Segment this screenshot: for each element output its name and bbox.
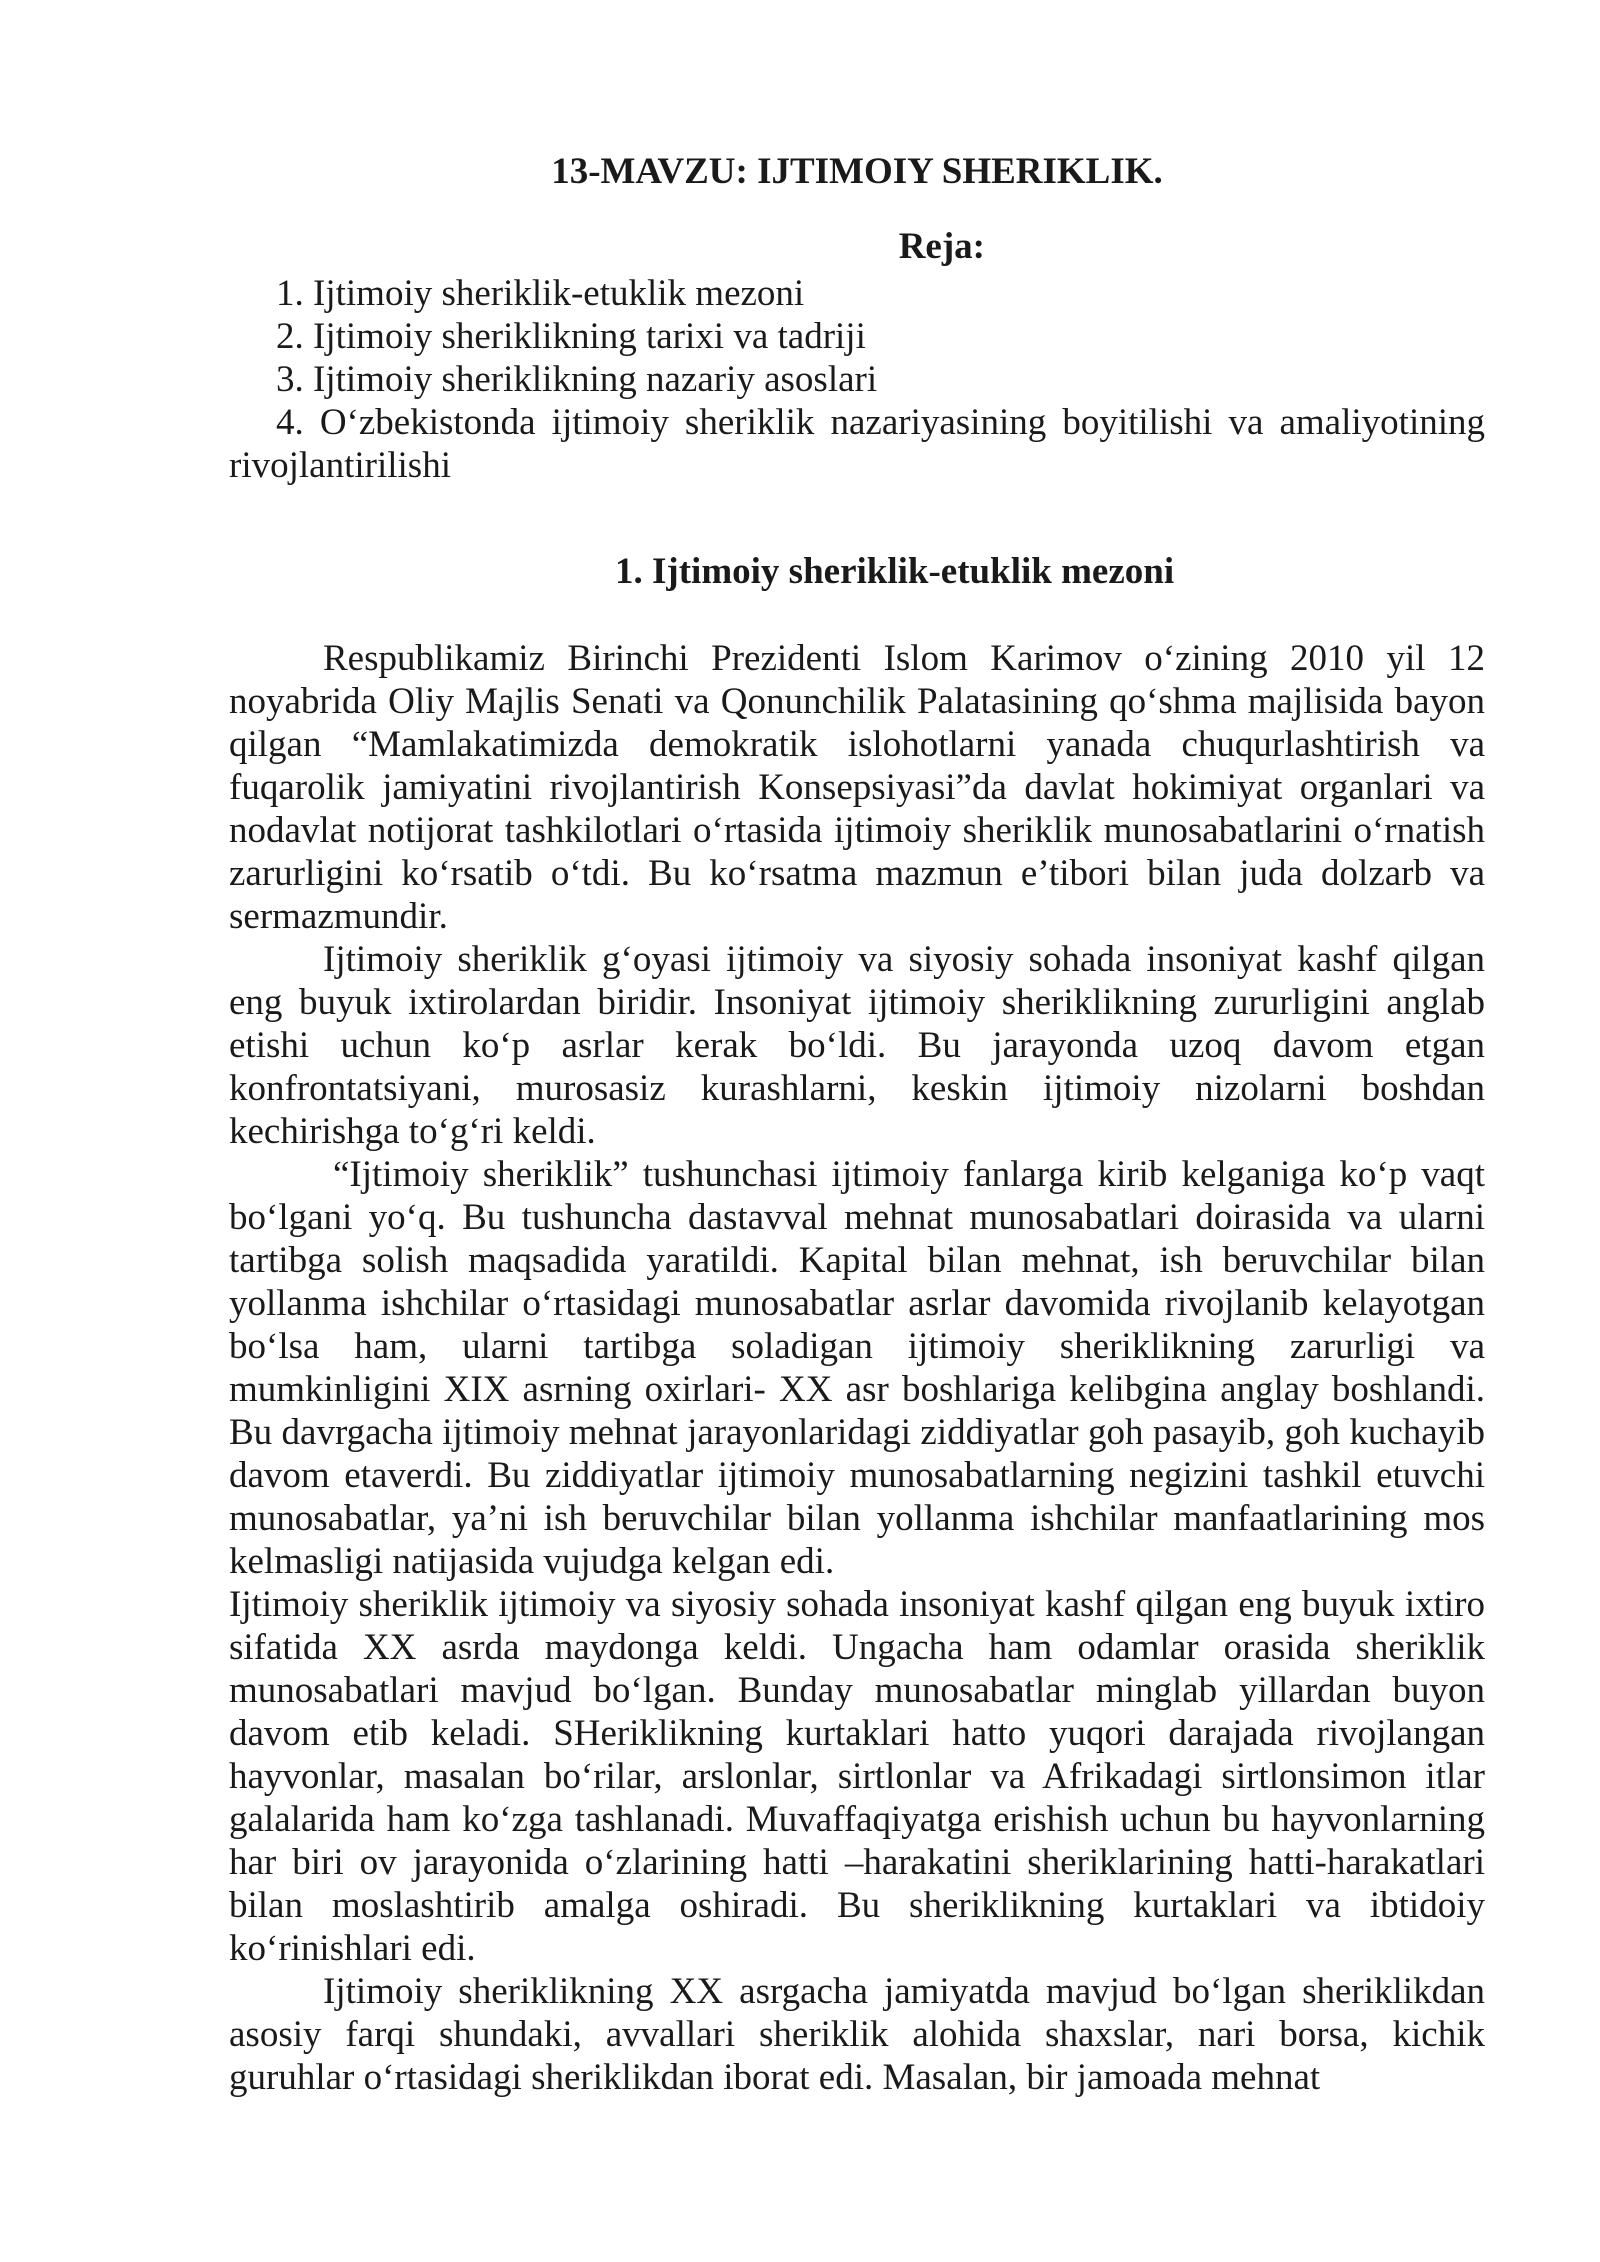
paragraph: Respublikamiz Birinchi Prezidenti Islom Karimov o‘zining 2010 yil 12 noyabrida Oliy Majlis Senati va Qonunchilik Palatasining qo‘shma majlisida bayon qilgan “Mamlakatimizda demokratik islohotlarni yanada chuqurlashtirish va fuqarolik jamiyatini rivojlantirish Konsepsiyasi”da davlat hokimiyat organlari va nodavlat notijorat tashkilotlari o‘rtasida ijtimoiy sheriklik munosabatlarini o‘rnatish zarurligini ko‘rsatib o‘tdi. Bu ko‘rsatma mazmun e’tibori bilan juda dolzarb va sermazmundir. bbox=[229, 638, 1485, 937]
paragraph: “Ijtimoiy sheriklik” tushunchasi ijtimoiy fanlarga kirib kelganiga ko‘p vaqt bo‘lgani yo‘q. Bu tushuncha dastavval mehnat munosabatlari doirasida va ularni tartibga solish maqsadida yaratildi. Kapital bilan mehnat, ish beruvchilar bilan yollanma ishchilar o‘rtasidagi munosabatlar asrlar davomida rivojlanib kelayotgan bo‘lsa ham, ularni tartibga soladigan ijtimoiy sheriklikning zarurligi va mumkinligini XIX asrning oxirlari- XX asr boshlariga kelibgina anglay boshlandi. Bu davrgacha ijtimoiy mehnat jarayonlaridagi ziddiyatlar goh pasayib, goh kuchayib davom etaverdi. Bu ziddiyatlar ijtimoiy munosabatlarning negizini tashkil etuvchi munosabatlar, ya’ni ish beruvchilar bilan yollanma ishchilar manfaatlarining mos kelmasligi natijasida vujudga kelgan edi. bbox=[229, 1154, 1485, 1582]
plan-item: 3. Ijtimoiy sheriklikning nazariy asoslari bbox=[276, 359, 878, 400]
plan-item: 1. Ijtimoiy sheriklik-etuklik mezoni bbox=[276, 273, 805, 314]
document-title: 13-MAVZU: IJTIMOIY SHERIKLIK. bbox=[551, 151, 1163, 192]
plan-label: Reja: bbox=[898, 226, 985, 267]
paragraph: Ijtimoiy sheriklik g‘oyasi ijtimoiy va siyosiy sohada insoniyat kashf qilgan eng buyuk ixtirolardan biridir. Insoniyat ijtimoiy sheriklikning zururligini anglab etishi uchun ko‘p asrlar kerak bo‘ldi. Bu jarayonda uzoq davom etgan konfrontatsiyani, murosasiz kurashlarni, keskin ijtimoiy nizolarni boshdan kechirishga to‘g‘ri keldi. bbox=[229, 939, 1485, 1152]
section-heading: 1. Ijtimoiy sheriklik-etuklik mezoni bbox=[615, 551, 1175, 592]
plan-item: 2. Ijtimoiy sheriklikning tarixi va tadriji bbox=[276, 316, 866, 357]
paragraph: Ijtimoiy sheriklik ijtimoiy va siyosiy sohada insoniyat kashf qilgan eng buyuk ixtiro sifatida XX asrda maydonga keldi. Ungacha ham odamlar orasida sheriklik munosabatlari mavjud bo‘lgan. Bunday munosabatlar minglab yillardan buyon davom etib keladi. SHeriklikning kurtaklari hatto yuqori darajada rivojlangan hayvonlar, masalan bo‘rilar, arslonlar, sirtlonlar va Afrikadagi sirtlonsimon itlar galalarida ham ko‘zga tashlanadi. Muvaffaqiyatga erishish uchun bu hayvonlarning har biri ov jarayonida o‘zlarining hatti –harakatini sheriklarining hatti-harakatlari bilan moslashtirib amalga oshiradi. Bu sheriklikning kurtaklari va ibtidoiy ko‘rinishlari edi. bbox=[229, 1584, 1485, 1969]
plan-list bbox=[229, 272, 1485, 487]
plan-item: 4. O‘zbekistonda ijtimoiy sheriklik nazariyasining boyitilishi va amaliyotining rivojlantirilishi bbox=[229, 402, 1485, 486]
document-page bbox=[229, 150, 1485, 2099]
paragraph: Ijtimoiy sheriklikning XX asrgacha jamiyatda mavjud bo‘lgan sheriklikdan asosiy farqi shundaki, avvallari sheriklik alohida shaxslar, nari borsa, kichik guruhlar o‘rtasidagi sheriklikdan iborat edi. Masalan, bir jamoada mehnat bbox=[229, 1971, 1485, 2098]
